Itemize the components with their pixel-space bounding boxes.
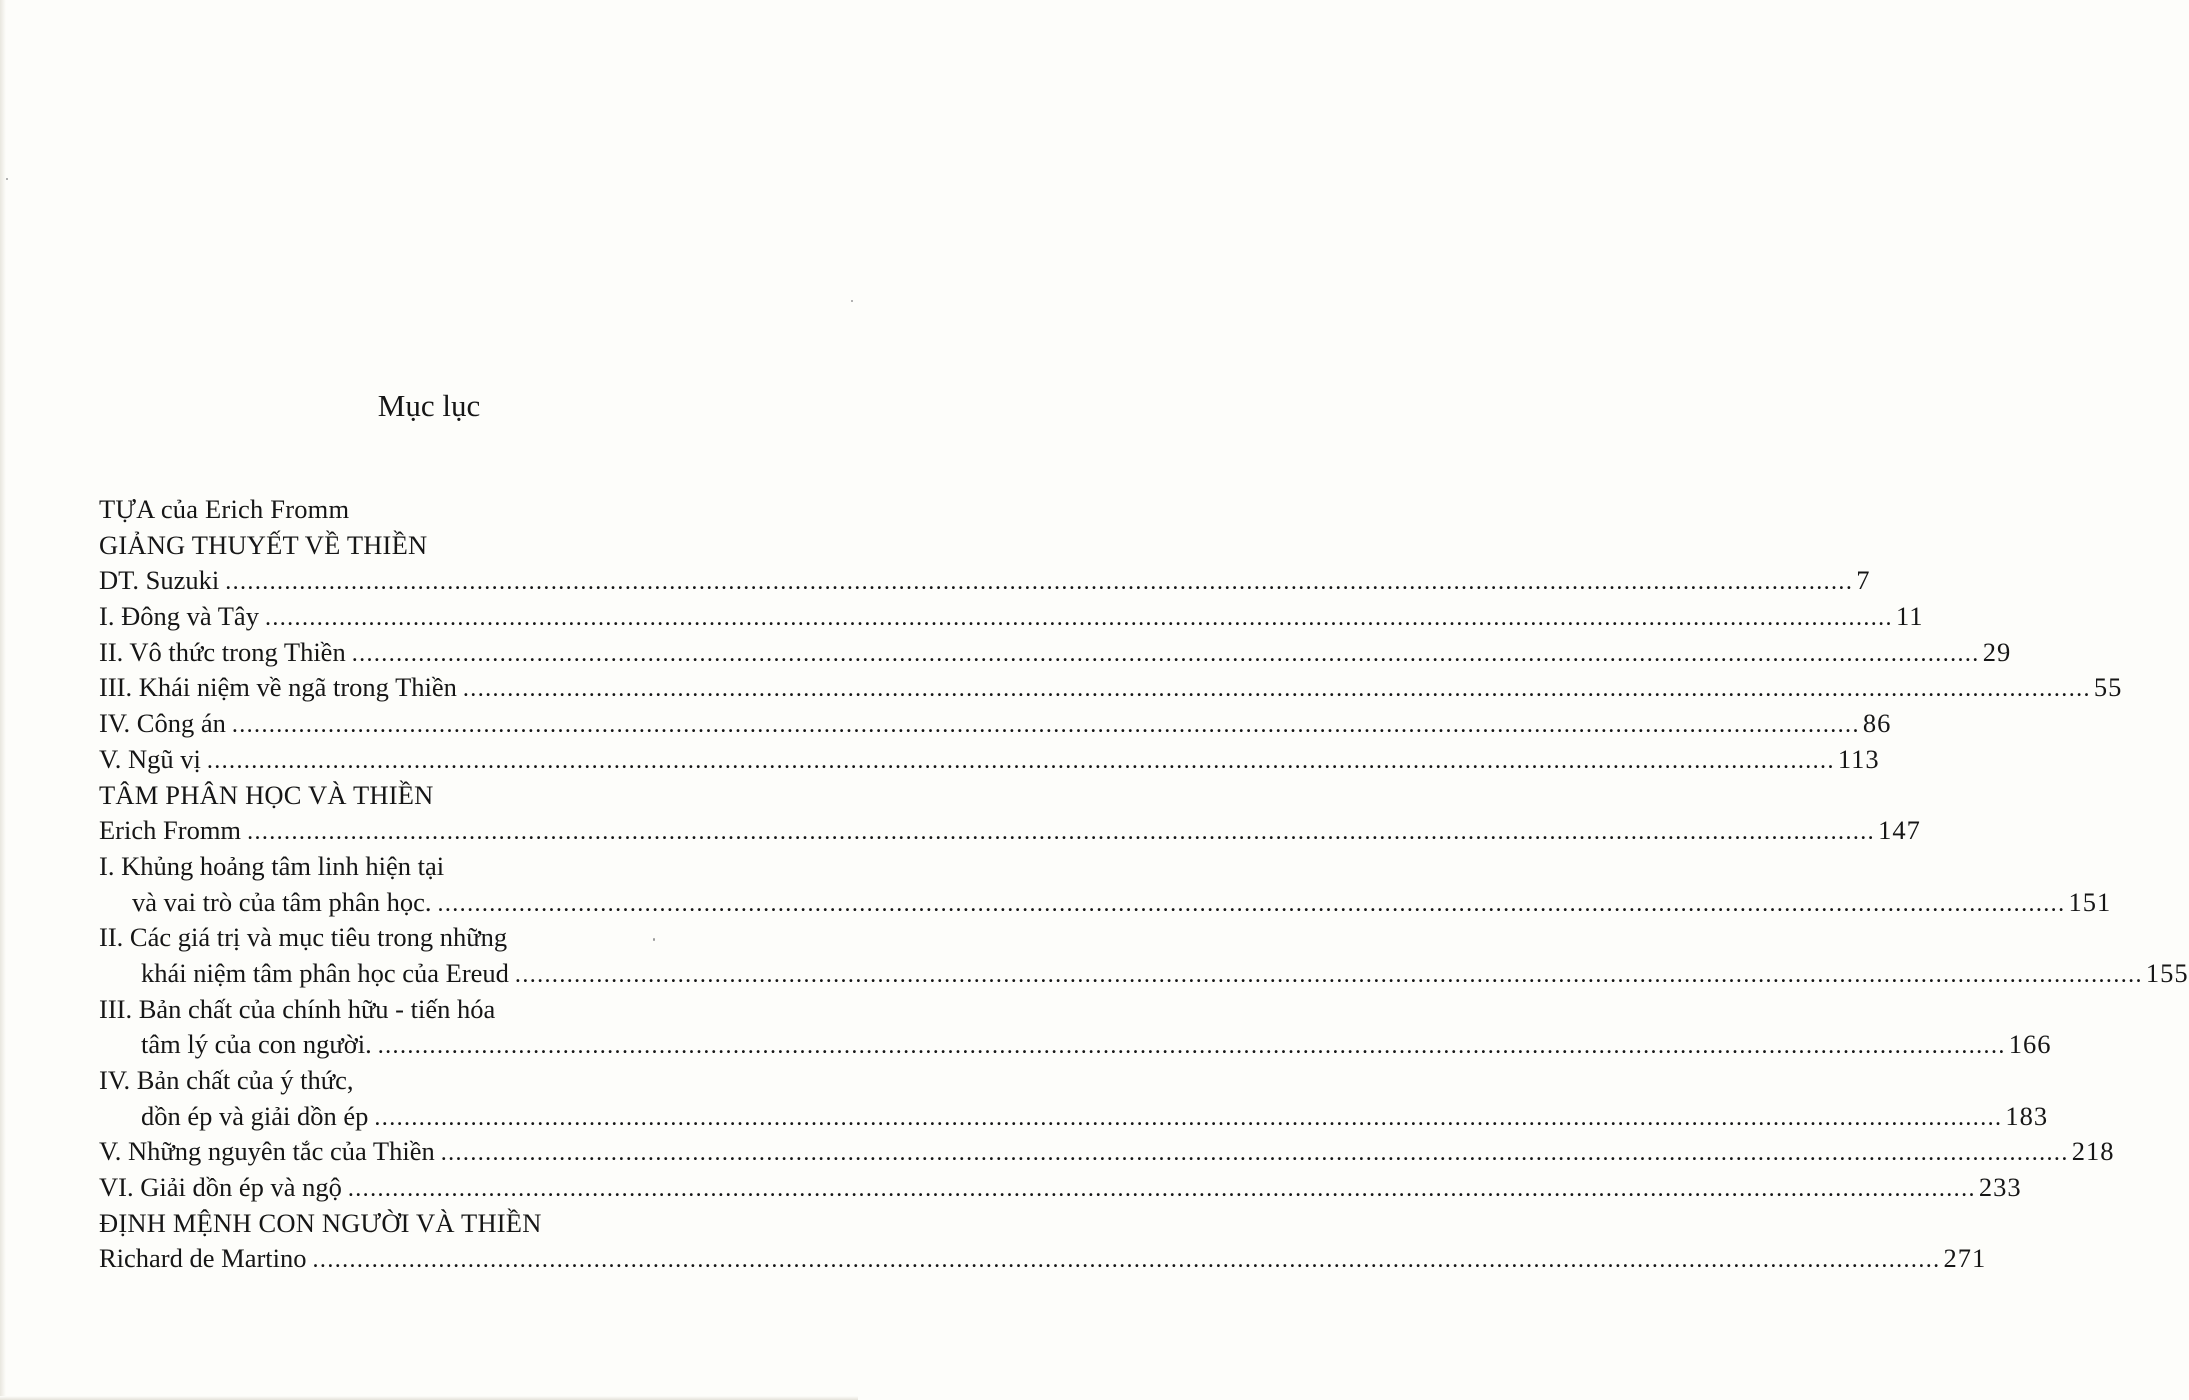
dot-leader: ............................................................................................................................................................................................................................ <box>351 640 1980 667</box>
toc-entry <box>99 1241 1987 1277</box>
toc-page-number: 218 <box>2071 1136 2115 1167</box>
toc-entry-title: IV. Công án <box>99 708 226 739</box>
dot-leader: ............................................................................................................................................................................................................................ <box>437 890 2066 917</box>
dot-leader: ............................................................................................................................................................................................................................ <box>206 747 1835 774</box>
dot-leader: ............................................................................................................................................................................................................................ <box>377 1033 2006 1060</box>
dot-leader: ............................................................................................................................................................................................................................ <box>514 961 2143 988</box>
toc-entry <box>99 1099 2049 1135</box>
table-of-contents <box>99 492 2189 1277</box>
toc-page-number: 113 <box>1837 743 1880 774</box>
toc-entry <box>99 635 2012 671</box>
dot-leader: ............................................................................................................................................................................................................................ <box>264 605 1893 632</box>
toc-entry-line: I. Khủng hoảng tâm linh hiện tại <box>99 850 445 881</box>
dot-leader: ............................................................................................................................................................................................................................ <box>247 819 1876 846</box>
dot-leader: ............................................................................................................................................................................................................................ <box>374 1104 2003 1131</box>
toc-entry <box>99 706 1892 742</box>
toc-section-heading: TÂM PHÂN HỌC VÀ THIỀN <box>99 779 434 810</box>
toc-entry-title: II. Vô thức trong Thiền <box>99 636 346 667</box>
toc-entry-line: II. Các giá trị và mục tiêu trong những <box>99 922 508 953</box>
dot-leader: ............................................................................................................................................................................................................................ <box>225 569 1854 596</box>
toc-entry-title: và vai trò của tâm phân học. <box>132 886 432 917</box>
dot-leader: ............................................................................................................................................................................................................................ <box>462 676 2091 703</box>
toc-section-heading: GIẢNG THUYẾT VỀ THIỀN <box>99 529 428 560</box>
toc-entry <box>99 742 1880 778</box>
toc-page-number: 155 <box>2145 957 2189 988</box>
paper-speck <box>851 300 853 302</box>
toc-entry-line: IV. Bản chất của ý thức, <box>99 1065 354 1095</box>
toc-page-number: 7 <box>1856 565 1871 596</box>
toc-entry-title: V. Những nguyên tắc của Thiền <box>99 1136 435 1167</box>
toc-entry-title: V. Ngũ vị <box>99 743 201 774</box>
toc-entry-title: VI. Giải dồn ép và ngộ <box>99 1172 342 1203</box>
toc-page-number: 29 <box>1982 636 2012 667</box>
toc-entry <box>99 599 1924 635</box>
page-edge-bottom <box>0 1396 858 1400</box>
toc-entry-title: III. Khái niệm về ngã trong Thiền <box>99 672 457 703</box>
toc-page-number: 166 <box>2008 1029 2052 1060</box>
toc-page-number: 86 <box>1862 708 1892 739</box>
toc-entry-title: dồn ép và giải dồn ép <box>141 1100 369 1131</box>
dot-leader: ............................................................................................................................................................................................................................ <box>347 1176 1976 1203</box>
toc-entry <box>99 956 2189 992</box>
toc-entry <box>99 1134 2115 1170</box>
toc-entry <box>99 813 1921 849</box>
toc-page-number: 271 <box>1943 1243 1987 1274</box>
toc-entry-title: Richard de Martino <box>99 1243 307 1274</box>
toc-entry <box>99 563 1871 599</box>
toc-entry-title: I. Đông và Tây <box>99 601 259 632</box>
page-edge <box>0 0 6 1400</box>
paper-speck <box>6 178 8 180</box>
toc-page-number: 11 <box>1895 601 1924 632</box>
toc-section-heading: ĐỊNH MỆNH CON NGƯỜI VÀ THIỀN <box>99 1207 542 1238</box>
dot-leader: ............................................................................................................................................................................................................................ <box>312 1247 1941 1274</box>
toc-entry-title: Erich Fromm <box>99 815 242 846</box>
toc-entry <box>99 670 2123 706</box>
toc-entry-title: khái niệm tâm phân học của Ereud <box>141 957 509 988</box>
toc-entry-title: tâm lý của con người. <box>141 1029 372 1060</box>
toc-entry <box>99 885 2112 921</box>
toc-page-number: 183 <box>2005 1100 2049 1131</box>
toc-page-number: 55 <box>2093 672 2123 703</box>
dot-leader: ............................................................................................................................................................................................................................ <box>231 712 1860 739</box>
toc-entry <box>99 1027 2052 1063</box>
toc-entry-line: III. Bản chất của chính hữu - tiến hóa <box>99 993 496 1024</box>
toc-page-number: 151 <box>2068 886 2112 917</box>
toc-section-heading: TỰA của Erich Fromm <box>99 494 350 524</box>
toc-page-number: 147 <box>1878 815 1921 846</box>
page-title: Mục lục <box>377 388 481 423</box>
toc-entry-title: DT. Suzuki <box>99 565 220 596</box>
toc-entry <box>99 1170 2022 1206</box>
toc-page-number: 233 <box>1978 1172 2022 1203</box>
dot-leader: ............................................................................................................................................................................................................................ <box>440 1140 2069 1167</box>
